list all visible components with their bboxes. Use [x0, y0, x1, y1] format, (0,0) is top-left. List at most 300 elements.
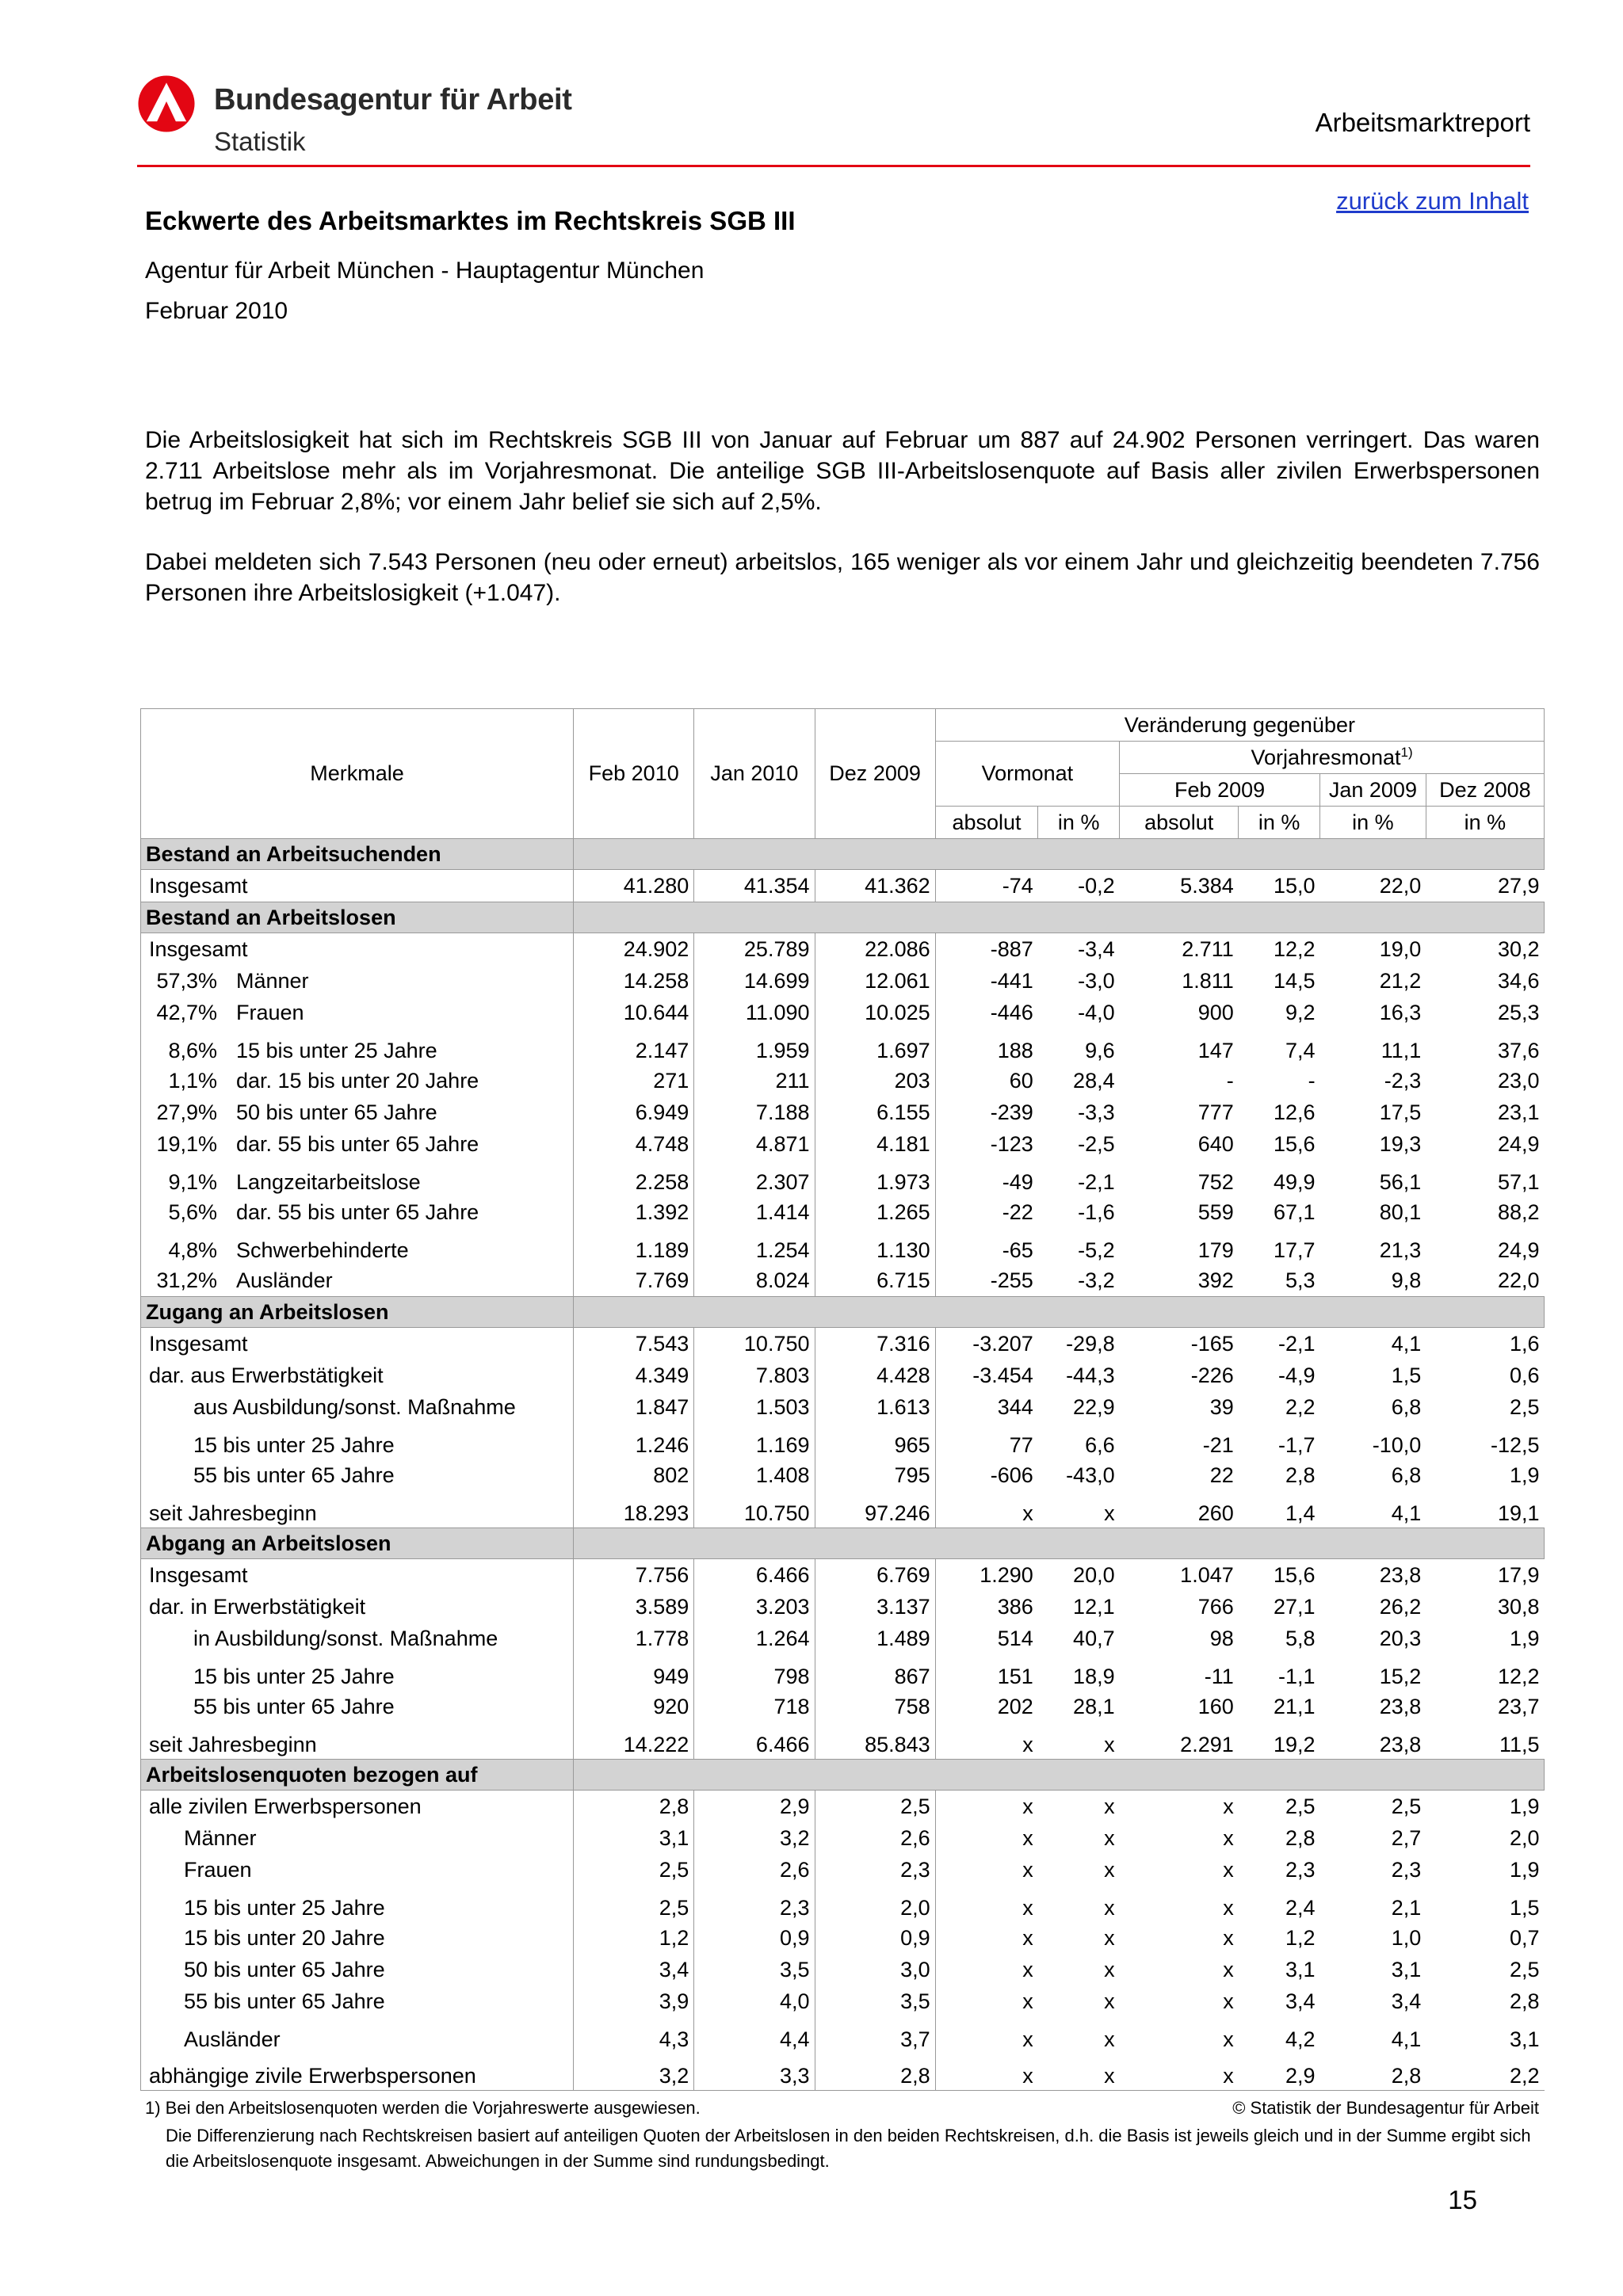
- value-cell: 1,5: [1509, 1896, 1540, 1920]
- row-label: Männer: [184, 1825, 257, 1850]
- value-cell: -606: [990, 1463, 1033, 1487]
- value-cell: 4,2: [1285, 2027, 1316, 2051]
- table-row: [141, 1391, 1545, 1423]
- table-row: [141, 1328, 1545, 1360]
- value-cell: 49,9: [1274, 1170, 1316, 1194]
- value-cell: 271: [574, 1065, 694, 1097]
- row-label-cell: [141, 933, 574, 966]
- row-label: 15 bis unter 25 Jahre: [193, 1433, 395, 1457]
- value-cell: 2,2: [1426, 2054, 1544, 2091]
- value-cell: 11.090: [694, 997, 815, 1028]
- value-cell: 28,1: [1073, 1694, 1115, 1718]
- table-row: [141, 1264, 1545, 1297]
- value-cell: 26,2: [1379, 1594, 1422, 1619]
- value-cell: -4,0: [1078, 1000, 1115, 1024]
- value-cell: 1,2: [574, 1922, 694, 1954]
- value-cell: x: [1223, 1957, 1234, 1981]
- value-cell: 23,8: [1379, 1694, 1422, 1718]
- row-label: dar. 55 bis unter 65 Jahre: [236, 1199, 479, 1224]
- row-share: 19,1%: [156, 1131, 217, 1156]
- value-cell: 4,1: [1391, 1331, 1422, 1356]
- table-row: [141, 1822, 1545, 1854]
- value-cell: 4,4: [694, 2017, 815, 2054]
- value-cell: 2,6: [694, 1854, 815, 1886]
- row-label: seit Jahresbeginn: [149, 1733, 317, 1756]
- value-cell: 1,4: [1285, 1501, 1316, 1525]
- header-merkmale: Merkmale: [141, 709, 574, 839]
- value-cell: 2.147: [574, 1028, 694, 1065]
- header-absolut: absolut: [1120, 807, 1239, 839]
- value-cell: 3,0: [815, 1954, 935, 1985]
- value-cell: 7.756: [574, 1559, 694, 1592]
- value-cell: 0,7: [1509, 1925, 1540, 1950]
- value-cell: 1.392: [574, 1196, 694, 1228]
- value-cell: 640: [1197, 1131, 1234, 1156]
- value-cell: 766: [1197, 1594, 1234, 1619]
- value-cell: 12,6: [1274, 1100, 1316, 1124]
- header-in-pct: in %: [1239, 807, 1320, 839]
- value-cell: 1.847: [574, 1391, 694, 1423]
- row-label-cell: [141, 997, 574, 1028]
- page-number: 15: [1448, 2185, 1477, 2214]
- value-cell: 2,5: [1509, 1957, 1540, 1981]
- row-label: Frauen: [184, 1857, 252, 1882]
- value-cell: 3,4: [1285, 1989, 1316, 2013]
- value-cell: x: [1022, 1925, 1033, 1950]
- value-cell: -3.207: [972, 1331, 1033, 1356]
- value-cell: 2,8: [1285, 1463, 1316, 1487]
- row-label-cell: [141, 1097, 574, 1128]
- table-row: [141, 1065, 1545, 1097]
- value-cell: 1.811: [1182, 968, 1234, 993]
- table-row: [141, 1491, 1545, 1528]
- value-cell: 23,8: [1379, 1562, 1422, 1587]
- value-cell: 22,0: [1379, 873, 1422, 898]
- value-cell: 24,9: [1497, 1131, 1540, 1156]
- value-cell: -74: [1002, 873, 1033, 898]
- value-cell: 3,1: [1285, 1957, 1316, 1981]
- value-cell: -3,0: [1078, 968, 1115, 993]
- value-cell: 3,1: [1391, 1957, 1422, 1981]
- value-cell: -44,3: [1066, 1363, 1115, 1387]
- ba-logo-icon: [137, 74, 196, 133]
- row-label: 55 bis unter 65 Jahre: [193, 1463, 395, 1487]
- value-cell: 2,8: [574, 1791, 694, 1823]
- value-cell: 18.293: [574, 1491, 694, 1528]
- table-row: [141, 1228, 1545, 1264]
- value-cell: 1.973: [815, 1160, 935, 1196]
- value-cell: 4,1: [1391, 2027, 1422, 2051]
- value-cell: 80,1: [1379, 1199, 1422, 1224]
- value-cell: 27,1: [1274, 1594, 1316, 1619]
- header-veraenderung: Veränderung gegenüber: [935, 709, 1544, 742]
- footnote-1: 1) Bei den Arbeitslosenquoten werden die Vorjahreswerte ausgewiesen.: [145, 2098, 701, 2118]
- value-cell: 37,6: [1497, 1039, 1540, 1062]
- value-cell: 2.291: [1180, 1733, 1234, 1756]
- value-cell: -165: [1190, 1331, 1234, 1356]
- value-cell: 718: [694, 1691, 815, 1722]
- row-label: Insgesamt: [149, 873, 248, 898]
- value-cell: -43,0: [1066, 1463, 1115, 1487]
- header-dez2009: Dez 2009: [815, 709, 935, 839]
- value-cell: 39: [1209, 1394, 1234, 1419]
- value-cell: 41.362: [815, 870, 935, 902]
- value-cell: 2,5: [574, 1854, 694, 1886]
- row-label: seit Jahresbeginn: [149, 1501, 317, 1525]
- row-label-cell: [141, 1559, 574, 1592]
- section-title: Bestand an Arbeitsuchenden: [141, 839, 574, 870]
- row-label: dar. in Erwerbstätigkeit: [149, 1594, 366, 1619]
- value-cell: -22: [1002, 1199, 1033, 1224]
- value-cell: 22.086: [815, 933, 935, 966]
- row-label: in Ausbildung/sonst. Maßnahme: [193, 1626, 498, 1650]
- table-row: [141, 1128, 1545, 1160]
- value-cell: 27,9: [1497, 873, 1540, 898]
- value-cell: x: [1022, 2027, 1033, 2051]
- value-cell: 28,4: [1073, 1068, 1115, 1093]
- value-cell: 88,2: [1497, 1199, 1540, 1224]
- value-cell: 23,7: [1497, 1694, 1540, 1718]
- row-label: dar. aus Erwerbstätigkeit: [149, 1363, 384, 1387]
- value-cell: 9,6: [1085, 1039, 1115, 1062]
- value-cell: x: [1223, 1857, 1234, 1882]
- value-cell: 2.258: [574, 1160, 694, 1196]
- value-cell: 1.503: [694, 1391, 815, 1423]
- value-cell: -12,5: [1490, 1433, 1540, 1457]
- value-cell: 21,2: [1379, 968, 1422, 993]
- row-label-cell: [141, 1228, 574, 1264]
- table-row: [141, 1722, 1545, 1760]
- org-subtitle: Statistik: [214, 127, 306, 156]
- value-cell: 1,2: [1285, 1925, 1316, 1950]
- value-cell: 2.711: [1182, 936, 1234, 961]
- value-cell: 3,4: [1391, 1989, 1422, 2013]
- table-row: [141, 1360, 1545, 1391]
- header-jan2010: Jan 2010: [694, 709, 815, 839]
- value-cell: 11,5: [1499, 1733, 1540, 1756]
- value-cell: 19,2: [1274, 1733, 1316, 1756]
- value-cell: -123: [990, 1131, 1033, 1156]
- row-label-cell: [141, 1623, 574, 1654]
- row-label: 15 bis unter 20 Jahre: [184, 1925, 385, 1950]
- row-label: Insgesamt: [149, 936, 248, 961]
- value-cell: 2,7: [1391, 1825, 1422, 1850]
- section-fill: [574, 1760, 1545, 1791]
- value-cell: 6,6: [1085, 1433, 1115, 1457]
- value-cell: 17,9: [1497, 1562, 1540, 1587]
- value-cell: 179: [1197, 1238, 1234, 1262]
- value-cell: 24,9: [1497, 1238, 1540, 1262]
- table-row: [141, 1886, 1545, 1922]
- value-cell: 14.258: [574, 965, 694, 997]
- value-cell: 22: [1209, 1463, 1234, 1487]
- row-share: 31,2%: [156, 1268, 217, 1292]
- footnote-2: Die Differenzierung nach Rechtskreisen basiert auf anteiligen Quoten der Arbeitslosen in den beiden Rechtskreisen, d.h. die Basis ist jeweils gleich und in der Summe ergibt sich die Arbeitslosenquote insgesamt. Abweichungen in der Summe sind rundungsbedingt.: [166, 2126, 1531, 2171]
- header-feb2010: Feb 2010: [574, 709, 694, 839]
- row-label-cell: [141, 1985, 574, 2017]
- value-cell: x: [1104, 1857, 1115, 1882]
- value-cell: 14,5: [1274, 968, 1316, 993]
- value-cell: x: [1104, 1925, 1115, 1950]
- value-cell: 188: [997, 1039, 1033, 1062]
- value-cell: 9,8: [1391, 1268, 1422, 1292]
- value-cell: 17,7: [1274, 1238, 1316, 1262]
- row-label: aus Ausbildung/sonst. Maßnahme: [193, 1394, 516, 1419]
- value-cell: 10.025: [815, 997, 935, 1028]
- value-cell: -2,3: [1384, 1068, 1422, 1093]
- section-header: [141, 1528, 1545, 1559]
- table-row: [141, 1097, 1545, 1128]
- value-cell: 60: [1009, 1068, 1033, 1093]
- row-label: 55 bis unter 65 Jahre: [193, 1694, 395, 1718]
- row-label: 55 bis unter 65 Jahre: [184, 1989, 385, 2013]
- table-row: [141, 1459, 1545, 1491]
- row-label-cell: [141, 1391, 574, 1423]
- value-cell: x: [1022, 1501, 1033, 1525]
- table-row: [141, 1196, 1545, 1228]
- value-cell: 6.949: [574, 1097, 694, 1128]
- value-cell: 4,3: [574, 2017, 694, 2054]
- row-label-cell: [141, 1360, 574, 1391]
- row-label-cell: [141, 1196, 574, 1228]
- value-cell: 10.644: [574, 997, 694, 1028]
- value-cell: 2,9: [1239, 2054, 1320, 2091]
- row-label: 50 bis unter 65 Jahre: [236, 1100, 437, 1124]
- value-cell: 3,3: [694, 2054, 815, 2091]
- value-cell: 1,9: [1509, 1794, 1540, 1818]
- row-label-cell: [141, 1160, 574, 1196]
- value-cell: 23,8: [1379, 1733, 1422, 1756]
- value-cell: 10.750: [694, 1328, 815, 1360]
- row-label-cell: [141, 1654, 574, 1691]
- value-cell: 392: [1197, 1268, 1234, 1292]
- value-cell: 6.466: [694, 1722, 815, 1760]
- value-cell: -239: [990, 1100, 1033, 1124]
- section-header: [141, 902, 1545, 933]
- value-cell: 5,8: [1285, 1626, 1316, 1650]
- value-cell: 22,9: [1073, 1394, 1115, 1419]
- value-cell: 949: [574, 1654, 694, 1691]
- table-row: [141, 870, 1545, 902]
- header-in-pct: in %: [1426, 807, 1544, 839]
- value-cell: 2.307: [694, 1160, 815, 1196]
- row-label-cell: [141, 1822, 574, 1854]
- value-cell: x: [1022, 1989, 1033, 2013]
- value-cell: -2,5: [1078, 1131, 1115, 1156]
- value-cell: x: [1104, 1896, 1115, 1920]
- value-cell: 211: [694, 1065, 815, 1097]
- value-cell: -446: [990, 1000, 1033, 1024]
- copyright: © Statistik der Bundesagentur für Arbeit: [1232, 2098, 1539, 2118]
- value-cell: 6,8: [1391, 1463, 1422, 1487]
- value-cell: -255: [990, 1268, 1033, 1292]
- value-cell: x: [1223, 1989, 1234, 2013]
- row-label: dar. 55 bis unter 65 Jahre: [236, 1131, 479, 1156]
- value-cell: 5.384: [1180, 873, 1234, 898]
- value-cell: 900: [1197, 1000, 1234, 1024]
- value-cell: 752: [1197, 1170, 1234, 1194]
- table-row: [141, 1623, 1545, 1654]
- value-cell: 3,5: [815, 1985, 935, 2017]
- value-cell: -887: [990, 936, 1033, 961]
- value-cell: x: [1022, 1733, 1033, 1756]
- value-cell: -1,7: [1278, 1433, 1316, 1457]
- back-to-contents-link[interactable]: zurück zum Inhalt: [1336, 187, 1529, 215]
- value-cell: 1.778: [574, 1623, 694, 1654]
- value-cell: 4.748: [574, 1128, 694, 1160]
- value-cell: -5,2: [1078, 1238, 1115, 1262]
- value-cell: 1.489: [815, 1623, 935, 1654]
- value-cell: -3,3: [1078, 1100, 1115, 1124]
- row-label: Schwerbehinderte: [236, 1238, 409, 1262]
- value-cell: 1.414: [694, 1196, 815, 1228]
- header-in-pct: in %: [1320, 807, 1426, 839]
- table-row: [141, 1160, 1545, 1196]
- header-jan2009: Jan 2009: [1320, 774, 1426, 807]
- value-cell: -1,6: [1078, 1199, 1115, 1224]
- value-cell: 19,3: [1379, 1131, 1422, 1156]
- row-label-cell: [141, 1791, 574, 1823]
- value-cell: 514: [997, 1626, 1033, 1650]
- value-cell: 15,6: [1274, 1562, 1316, 1587]
- value-cell: 18,9: [1073, 1665, 1115, 1688]
- table-row: [141, 933, 1545, 966]
- value-cell: x: [1022, 1896, 1033, 1920]
- value-cell: 7.769: [574, 1264, 694, 1297]
- row-label-cell: [141, 1491, 574, 1528]
- report-period: Februar 2010: [145, 298, 288, 324]
- value-cell: 160: [1197, 1694, 1234, 1718]
- row-label-cell: [141, 1854, 574, 1886]
- value-cell: 25.789: [694, 933, 815, 966]
- value-cell: 23,0: [1497, 1068, 1540, 1093]
- row-label: Ausländer: [184, 2027, 281, 2051]
- value-cell: 41.280: [574, 870, 694, 902]
- value-cell: 4.428: [815, 1360, 935, 1391]
- value-cell: 21,3: [1379, 1238, 1422, 1262]
- value-cell: 6.715: [815, 1264, 935, 1297]
- value-cell: 203: [815, 1065, 935, 1097]
- value-cell: x: [1104, 1733, 1115, 1756]
- value-cell: x: [1223, 1825, 1234, 1850]
- row-label-cell: [141, 1264, 574, 1297]
- table-row: [141, 1423, 1545, 1459]
- row-label: dar. 15 bis unter 20 Jahre: [236, 1068, 479, 1093]
- value-cell: 1.697: [815, 1028, 935, 1065]
- row-share: 9,1%: [168, 1170, 217, 1194]
- section-header: [141, 1297, 1545, 1328]
- row-share: 1,1%: [168, 1068, 217, 1093]
- value-cell: x: [1223, 1794, 1234, 1818]
- row-label-cell: [141, 870, 574, 902]
- value-cell: -21: [1202, 1433, 1234, 1457]
- header-dez2008: Dez 2008: [1426, 774, 1544, 807]
- value-cell: 777: [1197, 1100, 1234, 1124]
- value-cell: x: [1104, 1501, 1115, 1525]
- value-cell: 1.189: [574, 1228, 694, 1264]
- value-cell: 14.222: [574, 1722, 694, 1760]
- row-label-cell: [141, 1423, 574, 1459]
- value-cell: 98: [1209, 1626, 1234, 1650]
- value-cell: 2,8: [1285, 1825, 1316, 1850]
- value-cell: 24.902: [574, 933, 694, 966]
- value-cell: 802: [574, 1459, 694, 1491]
- value-cell: 12,2: [1274, 936, 1316, 961]
- value-cell: -49: [1002, 1170, 1033, 1194]
- row-label-cell: [141, 1028, 574, 1065]
- row-label: Ausländer: [236, 1268, 333, 1292]
- value-cell: 1.959: [694, 1028, 815, 1065]
- value-cell: 25,3: [1497, 1000, 1540, 1024]
- row-label: Insgesamt: [149, 1331, 248, 1356]
- value-cell: 344: [997, 1394, 1033, 1419]
- value-cell: 4,1: [1391, 1501, 1422, 1525]
- row-label: Männer: [236, 968, 309, 993]
- value-cell: 1,0: [1391, 1925, 1422, 1950]
- row-label-cell: [141, 1886, 574, 1922]
- value-cell: 7,4: [1285, 1039, 1316, 1062]
- value-cell: 30,8: [1497, 1594, 1540, 1619]
- value-cell: -226: [1190, 1363, 1234, 1387]
- value-cell: 1,9: [1509, 1857, 1540, 1882]
- value-cell: 6.155: [815, 1097, 935, 1128]
- value-cell: -: [1308, 1068, 1316, 1093]
- table-row: [141, 1028, 1545, 1065]
- value-cell: -3,4: [1078, 936, 1115, 961]
- row-label-cell: [141, 1691, 574, 1722]
- row-label-cell: [141, 1922, 574, 1954]
- section-title: Zugang an Arbeitslosen: [141, 1297, 574, 1328]
- value-cell: 1,9: [1509, 1626, 1540, 1650]
- page-title: Eckwerte des Arbeitsmarktes im Rechtskreis SGB III: [145, 206, 796, 235]
- value-cell: 4.181: [815, 1128, 935, 1160]
- header-vorjahresmonat: Vorjahresmonat$^{1)}$: [1120, 742, 1545, 774]
- value-cell: 8.024: [694, 1264, 815, 1297]
- value-cell: 7.543: [574, 1328, 694, 1360]
- table-row: [141, 1559, 1545, 1592]
- header-divider: [137, 165, 1530, 167]
- value-cell: 2,0: [815, 1886, 935, 1922]
- value-cell: 12,1: [1073, 1594, 1115, 1619]
- section-fill: [574, 902, 1545, 933]
- value-cell: 795: [815, 1459, 935, 1491]
- value-cell: 2,2: [1285, 1394, 1316, 1419]
- row-label-cell: [141, 1722, 574, 1760]
- row-label-cell: [141, 2017, 574, 2054]
- value-cell: 3,5: [694, 1954, 815, 1985]
- value-cell: 0,6: [1509, 1363, 1540, 1387]
- value-cell: 2,8: [815, 2054, 935, 2091]
- table-row: [141, 2054, 1545, 2091]
- row-share: 57,3%: [156, 968, 217, 993]
- value-cell: 1.169: [694, 1423, 815, 1459]
- value-cell: x: [1120, 2054, 1239, 2091]
- value-cell: 97.246: [815, 1491, 935, 1528]
- section-fill: [574, 1528, 1545, 1559]
- section-header: [141, 1760, 1545, 1791]
- value-cell: x: [1104, 2027, 1115, 2051]
- value-cell: 21,1: [1274, 1694, 1316, 1718]
- row-label: alle zivilen Erwerbspersonen: [149, 1794, 422, 1818]
- table-row: [141, 1691, 1545, 1722]
- value-cell: 15,2: [1379, 1665, 1422, 1688]
- row-label-cell: [141, 965, 574, 997]
- value-cell: x: [1022, 1794, 1033, 1818]
- value-cell: 2,4: [1285, 1896, 1316, 1920]
- value-cell: 2,8: [1320, 2054, 1426, 2091]
- table-row: [141, 1591, 1545, 1623]
- value-cell: 67,1: [1274, 1199, 1316, 1224]
